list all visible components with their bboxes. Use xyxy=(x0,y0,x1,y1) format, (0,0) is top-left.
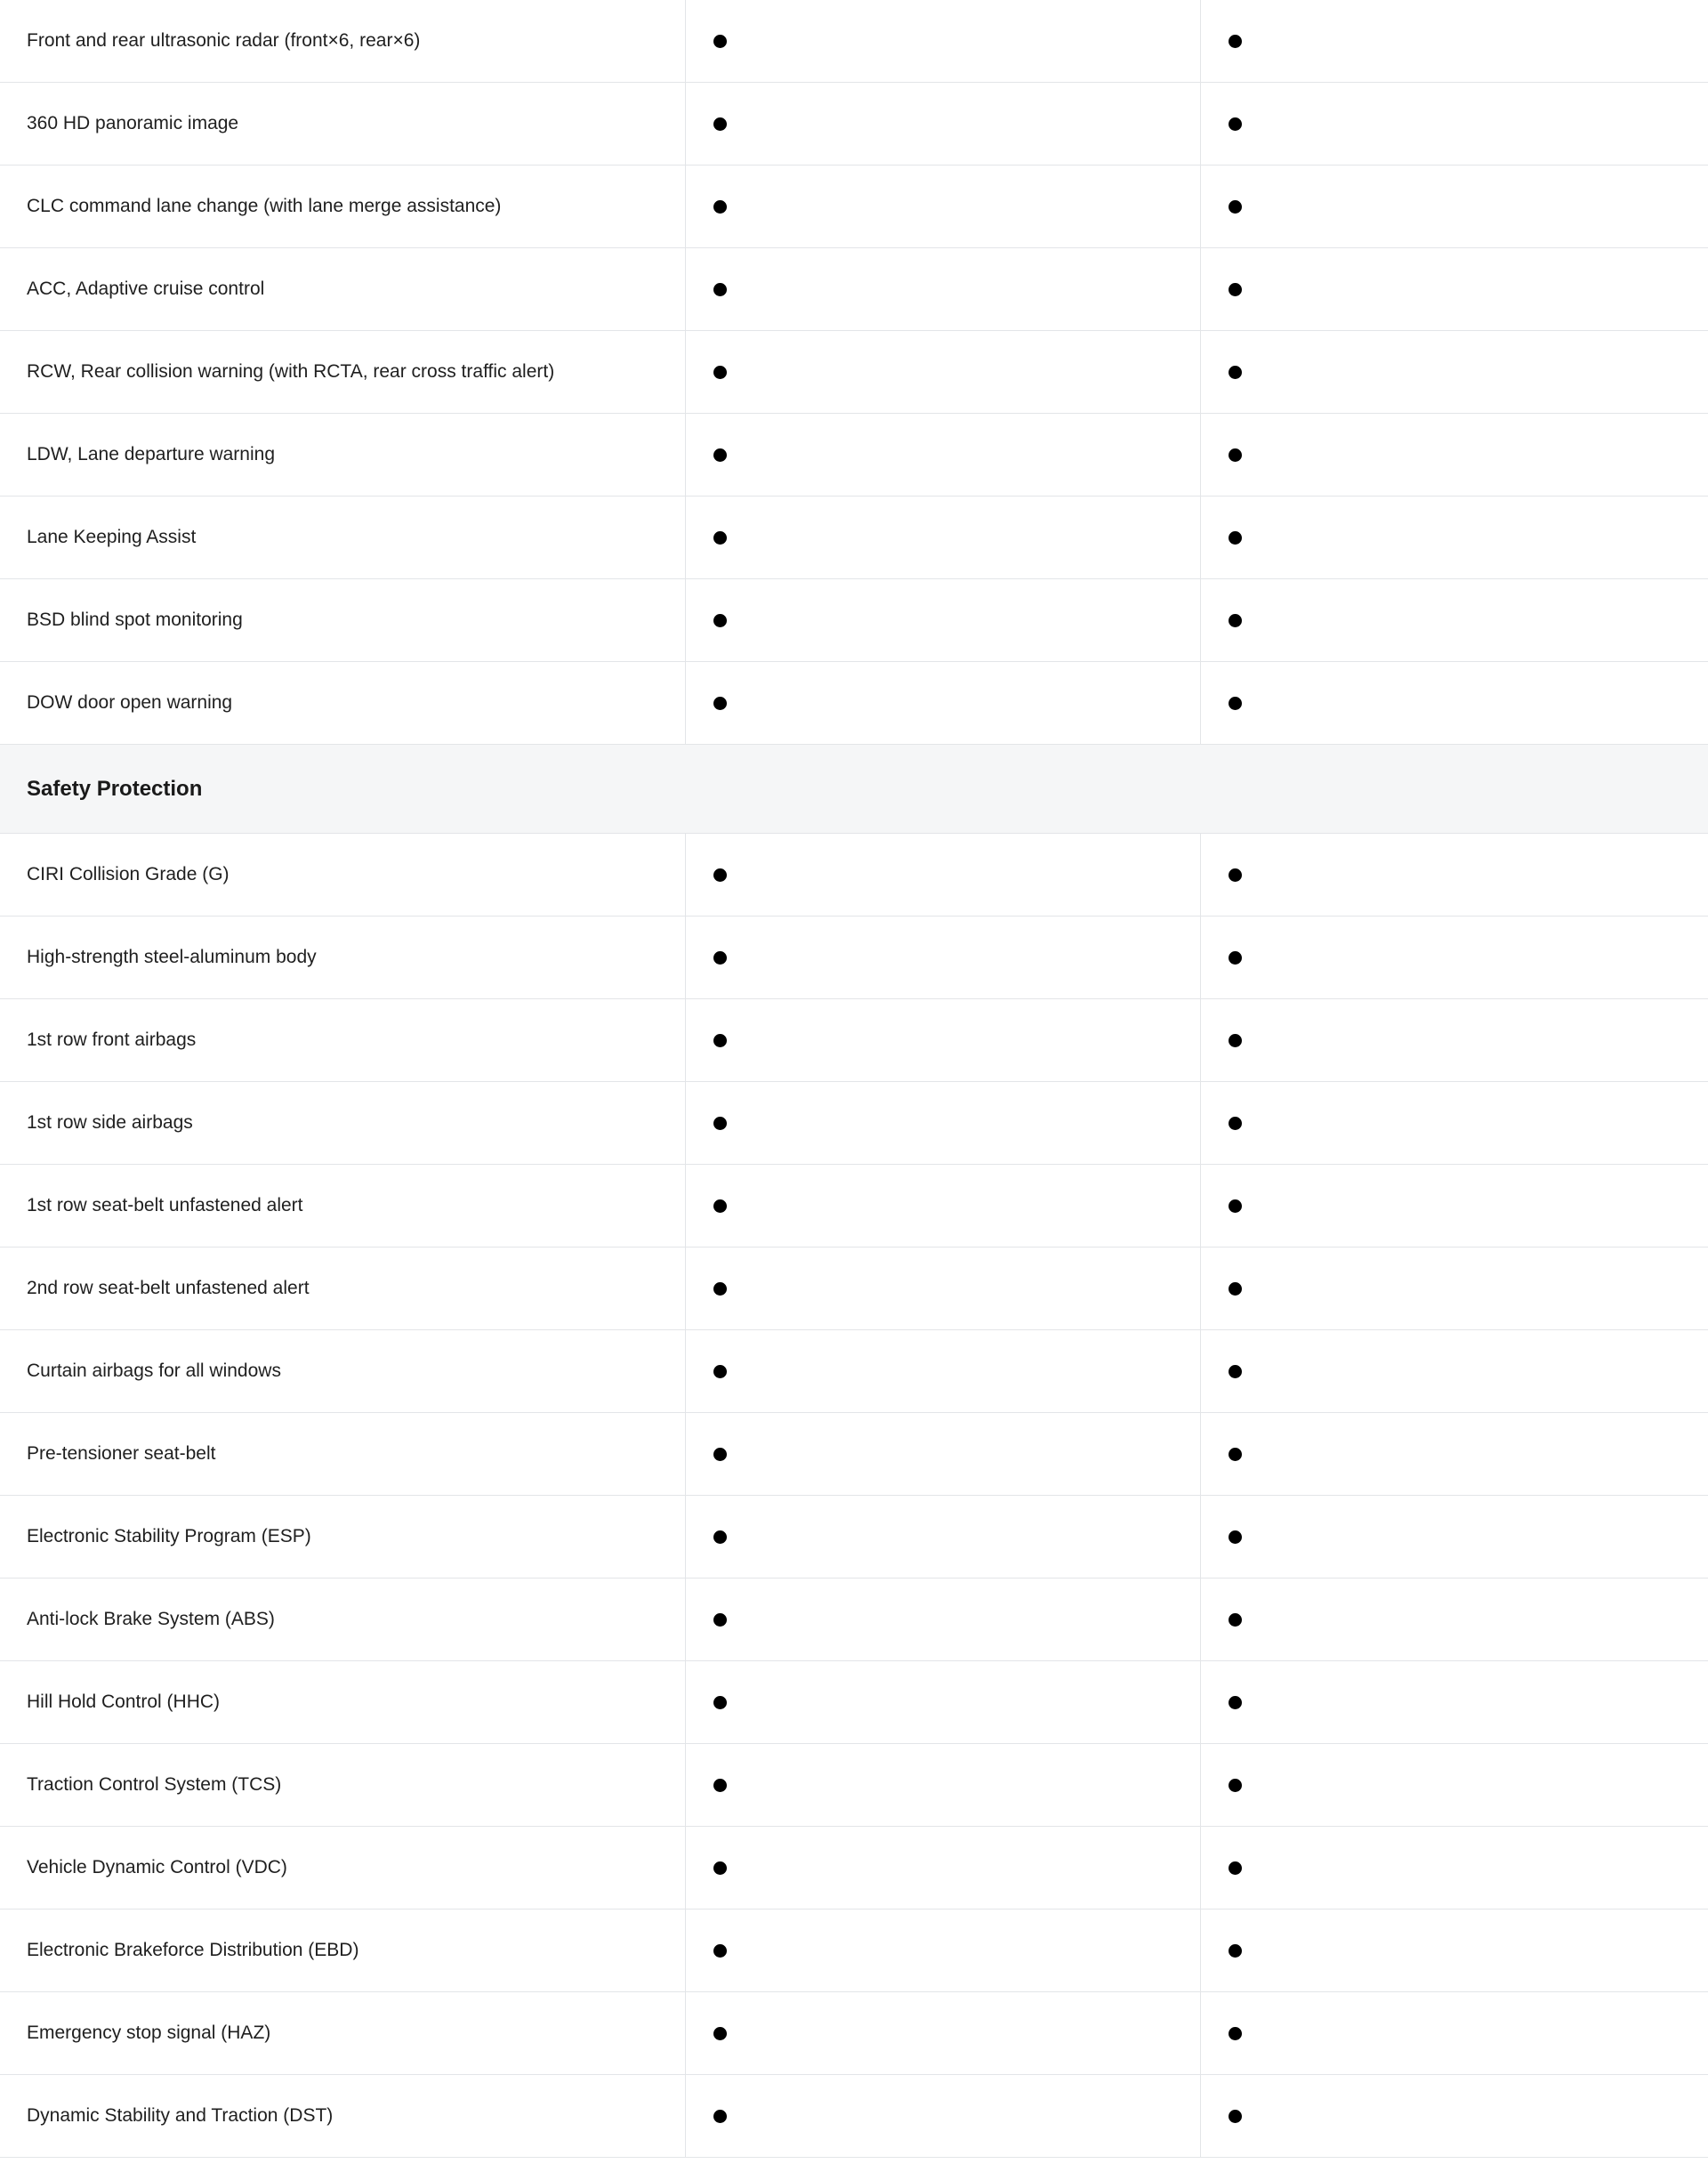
filled-dot-icon xyxy=(713,614,727,627)
availability-cell-1 xyxy=(685,1413,1200,1495)
feature-label: Emergency stop signal (HAZ) xyxy=(27,2023,271,2043)
filled-dot-icon xyxy=(1229,531,1242,545)
availability-cell-2 xyxy=(1200,331,1708,413)
table-row xyxy=(0,1744,1708,1827)
filled-dot-icon xyxy=(713,200,727,214)
availability-cell-1 xyxy=(685,1744,1200,1826)
feature-label: Dynamic Stability and Traction (DST) xyxy=(27,2105,334,2126)
table-row xyxy=(0,248,1708,331)
table-row xyxy=(0,662,1708,745)
filled-dot-icon xyxy=(713,1117,727,1130)
table-row xyxy=(0,1165,1708,1247)
availability-cell-2 xyxy=(1200,1330,1708,1412)
feature-label: Lane Keeping Assist xyxy=(27,527,197,547)
table-row xyxy=(0,1827,1708,1910)
filled-dot-icon xyxy=(713,448,727,462)
filled-dot-icon xyxy=(713,1199,727,1213)
filled-dot-icon xyxy=(713,951,727,965)
availability-cell-1 xyxy=(685,999,1200,1081)
availability-cell-2 xyxy=(1200,662,1708,744)
filled-dot-icon xyxy=(1229,697,1242,710)
availability-cell-2 xyxy=(1200,414,1708,496)
feature-label: BSD blind spot monitoring xyxy=(27,610,243,630)
filled-dot-icon xyxy=(1229,1944,1242,1958)
availability-cell-1 xyxy=(685,1247,1200,1329)
feature-label: DOW door open warning xyxy=(27,692,233,713)
table-row xyxy=(0,834,1708,916)
availability-cell-1 xyxy=(685,331,1200,413)
filled-dot-icon xyxy=(713,366,727,379)
feature-label: 1st row front airbags xyxy=(27,1029,197,1050)
filled-dot-icon xyxy=(713,868,727,882)
feature-label: LDW, Lane departure warning xyxy=(27,444,275,464)
table-row xyxy=(0,0,1708,83)
filled-dot-icon xyxy=(1229,868,1242,882)
availability-cell-2 xyxy=(1200,83,1708,165)
availability-cell-1 xyxy=(685,1165,1200,1247)
filled-dot-icon xyxy=(1229,1613,1242,1627)
availability-cell-1 xyxy=(685,83,1200,165)
filled-dot-icon xyxy=(713,2110,727,2123)
feature-label: RCW, Rear collision warning (with RCTA, rear cross traffic alert) xyxy=(27,361,555,382)
availability-cell-1 xyxy=(685,1910,1200,1991)
availability-cell-1 xyxy=(685,1579,1200,1660)
availability-cell-2 xyxy=(1200,0,1708,82)
table-row xyxy=(0,1910,1708,1992)
availability-cell-2 xyxy=(1200,1496,1708,1578)
table-row xyxy=(0,414,1708,497)
table-row xyxy=(0,1496,1708,1579)
section-title: Safety Protection xyxy=(27,776,203,801)
filled-dot-icon xyxy=(713,1613,727,1627)
feature-label: Curtain airbags for all windows xyxy=(27,1361,281,1381)
table-row xyxy=(0,1330,1708,1413)
filled-dot-icon xyxy=(1229,1696,1242,1709)
availability-cell-2 xyxy=(1200,1992,1708,2074)
filled-dot-icon xyxy=(713,283,727,296)
table-row xyxy=(0,1413,1708,1496)
availability-cell-2 xyxy=(1200,579,1708,661)
table-row xyxy=(0,1661,1708,1744)
feature-label: Pre-tensioner seat-belt xyxy=(27,1443,216,1464)
filled-dot-icon xyxy=(713,1448,727,1461)
filled-dot-icon xyxy=(713,697,727,710)
availability-cell-1 xyxy=(685,916,1200,998)
table-row xyxy=(0,1579,1708,1661)
filled-dot-icon xyxy=(1229,1861,1242,1875)
filled-dot-icon xyxy=(713,1365,727,1378)
driver-assistance-rows xyxy=(0,0,1708,745)
table-row xyxy=(0,1992,1708,2075)
table-row xyxy=(0,166,1708,248)
table-row xyxy=(0,579,1708,662)
table-row xyxy=(0,2075,1708,2158)
table-row xyxy=(0,497,1708,579)
filled-dot-icon xyxy=(1229,366,1242,379)
filled-dot-icon xyxy=(1229,614,1242,627)
table-row xyxy=(0,83,1708,166)
table-row xyxy=(0,331,1708,414)
feature-label: Vehicle Dynamic Control (VDC) xyxy=(27,1857,287,1877)
availability-cell-1 xyxy=(685,834,1200,916)
availability-cell-2 xyxy=(1200,1744,1708,1826)
availability-cell-1 xyxy=(685,1330,1200,1412)
availability-cell-2 xyxy=(1200,1247,1708,1329)
feature-label: High-strength steel-aluminum body xyxy=(27,947,317,967)
filled-dot-icon xyxy=(1229,1282,1242,1296)
section-header-safety-protection xyxy=(0,745,1708,834)
table-row xyxy=(0,999,1708,1082)
availability-cell-1 xyxy=(685,1082,1200,1164)
availability-cell-2 xyxy=(1200,2075,1708,2157)
feature-label: 2nd row seat-belt unfastened alert xyxy=(27,1278,310,1298)
feature-label: 1st row seat-belt unfastened alert xyxy=(27,1195,303,1215)
availability-cell-2 xyxy=(1200,1165,1708,1247)
table-row xyxy=(0,1082,1708,1165)
filled-dot-icon xyxy=(1229,1199,1242,1213)
availability-cell-1 xyxy=(685,1992,1200,2074)
safety-protection-rows xyxy=(0,834,1708,2158)
filled-dot-icon xyxy=(713,1282,727,1296)
feature-label: Front and rear ultrasonic radar (front×6, rear×6) xyxy=(27,30,421,51)
filled-dot-icon xyxy=(713,2027,727,2040)
filled-dot-icon xyxy=(1229,35,1242,48)
feature-label: Electronic Stability Program (ESP) xyxy=(27,1526,311,1546)
filled-dot-icon xyxy=(1229,1117,1242,1130)
filled-dot-icon xyxy=(1229,1448,1242,1461)
availability-cell-2 xyxy=(1200,1579,1708,1660)
availability-cell-1 xyxy=(685,0,1200,82)
availability-cell-2 xyxy=(1200,1082,1708,1164)
availability-cell-2 xyxy=(1200,166,1708,247)
availability-cell-1 xyxy=(685,662,1200,744)
filled-dot-icon xyxy=(1229,1779,1242,1792)
filled-dot-icon xyxy=(1229,1034,1242,1047)
availability-cell-1 xyxy=(685,1496,1200,1578)
feature-label: 360 HD panoramic image xyxy=(27,113,239,133)
feature-label: Hill Hold Control (HHC) xyxy=(27,1692,221,1712)
availability-cell-2 xyxy=(1200,1827,1708,1909)
filled-dot-icon xyxy=(713,1034,727,1047)
table-row xyxy=(0,1247,1708,1330)
filled-dot-icon xyxy=(713,1944,727,1958)
feature-label: Anti-lock Brake System (ABS) xyxy=(27,1609,275,1629)
availability-cell-2 xyxy=(1200,834,1708,916)
filled-dot-icon xyxy=(713,117,727,131)
filled-dot-icon xyxy=(1229,2110,1242,2123)
availability-cell-1 xyxy=(685,248,1200,330)
availability-cell-1 xyxy=(685,414,1200,496)
filled-dot-icon xyxy=(1229,1530,1242,1544)
availability-cell-1 xyxy=(685,497,1200,578)
filled-dot-icon xyxy=(713,1779,727,1792)
availability-cell-1 xyxy=(685,579,1200,661)
filled-dot-icon xyxy=(713,531,727,545)
availability-cell-2 xyxy=(1200,497,1708,578)
availability-cell-2 xyxy=(1200,248,1708,330)
availability-cell-2 xyxy=(1200,1910,1708,1991)
filled-dot-icon xyxy=(1229,951,1242,965)
filled-dot-icon xyxy=(1229,117,1242,131)
filled-dot-icon xyxy=(1229,2027,1242,2040)
filled-dot-icon xyxy=(1229,1365,1242,1378)
filled-dot-icon xyxy=(1229,448,1242,462)
availability-cell-1 xyxy=(685,166,1200,247)
availability-cell-1 xyxy=(685,1661,1200,1743)
filled-dot-icon xyxy=(1229,283,1242,296)
availability-cell-1 xyxy=(685,1827,1200,1909)
availability-cell-2 xyxy=(1200,1413,1708,1495)
feature-label: Electronic Brakeforce Distribution (EBD) xyxy=(27,1940,359,1960)
feature-label: Traction Control System (TCS) xyxy=(27,1774,282,1795)
availability-cell-2 xyxy=(1200,999,1708,1081)
filled-dot-icon xyxy=(713,1861,727,1875)
filled-dot-icon xyxy=(713,1530,727,1544)
filled-dot-icon xyxy=(1229,200,1242,214)
availability-cell-2 xyxy=(1200,1661,1708,1743)
filled-dot-icon xyxy=(713,35,727,48)
feature-label: CLC command lane change (with lane merge assistance) xyxy=(27,196,502,216)
availability-cell-1 xyxy=(685,2075,1200,2157)
feature-label: ACC, Adaptive cruise control xyxy=(27,279,265,299)
feature-label: CIRI Collision Grade (G) xyxy=(27,864,230,884)
feature-label: 1st row side airbags xyxy=(27,1112,193,1133)
availability-cell-2 xyxy=(1200,916,1708,998)
filled-dot-icon xyxy=(713,1696,727,1709)
table-row xyxy=(0,916,1708,999)
